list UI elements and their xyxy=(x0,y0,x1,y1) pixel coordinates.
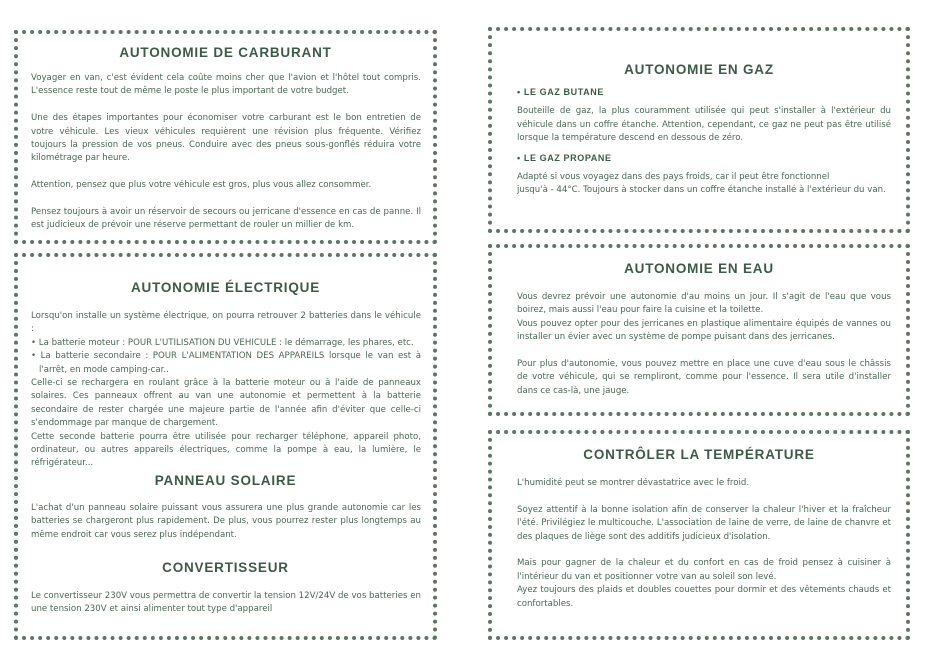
electrique-p2: Celle-ci se rechargera en roulant grâce à la batterie moteur ou à l'aide de panneaux solaires. Ces panneaux offrent au van une autonomie et permettent à la batterie secondaire de rester chargée une majeure partie de l'année afin d'éviter que celle-ci s'endommage par manque de chargement. xyxy=(31,378,421,429)
temperature-p2: Soyez attentif à la bonne isolation afin de conserver la chaleur l'hiver et la fraîcheur l'été. Privilégiez le multicouche. L'association de laine de verre, de laine de chanvre et des plaques de liège sont des additifs judicieux d'isolation. xyxy=(517,504,891,542)
panneau-text: L'achat d'un panneau solaire puissant vous assurera une plus grande autonomie car les batteries se chargeront plus rapidement. De plus, vous pourrez rester plus longtemps au même endroit car vous serez plus indépendant. xyxy=(31,503,421,540)
carburant-p2: Une des étapes importantes pour économiser votre carburant est le bon entretien de votre véhicule. Les vieux véhicules requièrent une révision plus fréquente. Vérifiez toujours la pression de vos pneus. Conduire avec des pneus sous-gonflés réduira votre kilométrage par heure. xyxy=(31,113,421,164)
temperature-p1: L'humidité peut se montrer dévastatrice avec le froid. xyxy=(517,478,750,488)
carburant-title: AUTONOMIE DE CARBURANT xyxy=(119,45,332,60)
gaz-butane-heading: • LE GAZ BUTANE xyxy=(517,87,604,97)
temperature-text xyxy=(517,477,891,611)
electrique-intro: Lorsqu'on installe un système électrique, on pourra retrouver 2 batteries dans le véhicule : xyxy=(31,311,421,335)
eau-p2: Vous pouvez opter pour des jerricanes en plastique alimentaire équipés de vannes ou installer un évier avec un système de pompe puisant dans des jerricanes. xyxy=(517,318,891,343)
eau-title: AUTONOMIE EN EAU xyxy=(624,261,774,276)
convertisseur-text-block xyxy=(31,590,421,617)
temperature-p3: Mais pour gagner de la chaleur et du confort en cas de froid pensez à cuisiner à l'intérieur du van et positionner votre van au soleil son levé. xyxy=(517,558,891,582)
carburant-section xyxy=(14,30,437,244)
eau-section xyxy=(488,244,910,416)
temperature-p4: Ayez toujours des plaids et doubles couettes pour dormir et des vêtements chauds et confortables. xyxy=(517,585,891,609)
electrique-p3: Cette seconde batterie pourra être utilisée pour recharger téléphone, appareil photo, ordinateur, ou autres appareils électriques, comme la pompe à eau, la lumière, le réfrigérateur... xyxy=(31,431,421,469)
eau-p3: Pour plus d'autonomie, vous pouvez mettre en place une cuve d'eau sous le châssis de votre véhicule, qui se rempliront, comme pour l'essence. Il sera utile d'installer dans ce cas-là, une jauge. xyxy=(517,359,891,396)
carburant-p4: Pensez toujours à avoir un réservoir de secours ou jerricane d'essence en cas de panne. Il est judicieux de prévoir une réserve permettant de rouler un millier de km. xyxy=(31,207,421,231)
gaz-propane-heading: • LE GAZ PROPANE xyxy=(517,152,612,163)
convertisseur-title: CONVERTISSEUR xyxy=(162,560,289,575)
gaz-title: AUTONOMIE EN GAZ xyxy=(624,62,774,77)
convertisseur-text: Le convertisseur 230V vous permettra de convertir la tension 12V/24V de vos batteries en une tension 230V et ainsi alimenter tout type d'appareil xyxy=(31,591,421,615)
eau-p1: Vous devrez prévoir une autonomie d'au moins un jour. Il s'agit de l'eau que vous boirez, mais aussi l'eau pour faire la cuisine et la toilette. xyxy=(517,292,891,316)
gaz-section xyxy=(488,27,910,233)
gaz-butane-text: Bouteille de gaz, la plus couramment utilisée qui peut s'installer à l'extérieur du véhicule dans un coffre étanche. Attention, cependant, ce gaz ne peut pas être utilisé lorsque la température descend en dessous de zéro. xyxy=(517,106,891,144)
gaz-propane-text-2: jusqu'à - 44°C. Toujours à stocker dans un coffre étanche installé à l'extérieur du van. xyxy=(517,185,886,196)
electrique-li2: • La batterie secondaire : POUR L'ALIMENTATION DES APPAREILS lorsque le van est à l'arrêt, en mode camping-car.. xyxy=(31,351,421,375)
panneau-title: PANNEAU SOLAIRE xyxy=(154,473,297,488)
electrique-li1: • La batterie moteur : POUR L'UTILISATION DU VEHICULE : le démarrage, les phares, etc. xyxy=(31,337,414,348)
carburant-p3: Attention, pensez que plus votre véhicule est gros, plus vous allez consommer. xyxy=(31,180,372,191)
temperature-section xyxy=(488,430,910,640)
panneau-text-block xyxy=(31,502,421,542)
electrique-text xyxy=(31,310,421,471)
electrique-section xyxy=(14,253,437,640)
electrique-title: AUTONOMIE ÉLECTRIQUE xyxy=(130,280,320,295)
carburant-text xyxy=(31,72,421,233)
eau-text xyxy=(517,291,891,398)
gaz-propane-text-1: Adapté si vous voyagez dans des pays froids, car il peut être fonctionnel xyxy=(517,172,830,183)
gaz-text xyxy=(517,86,891,198)
carburant-p1: Voyager en van, c'est évident cela coûte moins cher que l'avion et l'hôtel tout compris. L'essence reste tout de même le poste le plus important de votre budget. xyxy=(31,73,421,97)
temperature-title: CONTRÔLER LA TEMPÉRATURE xyxy=(583,447,815,462)
